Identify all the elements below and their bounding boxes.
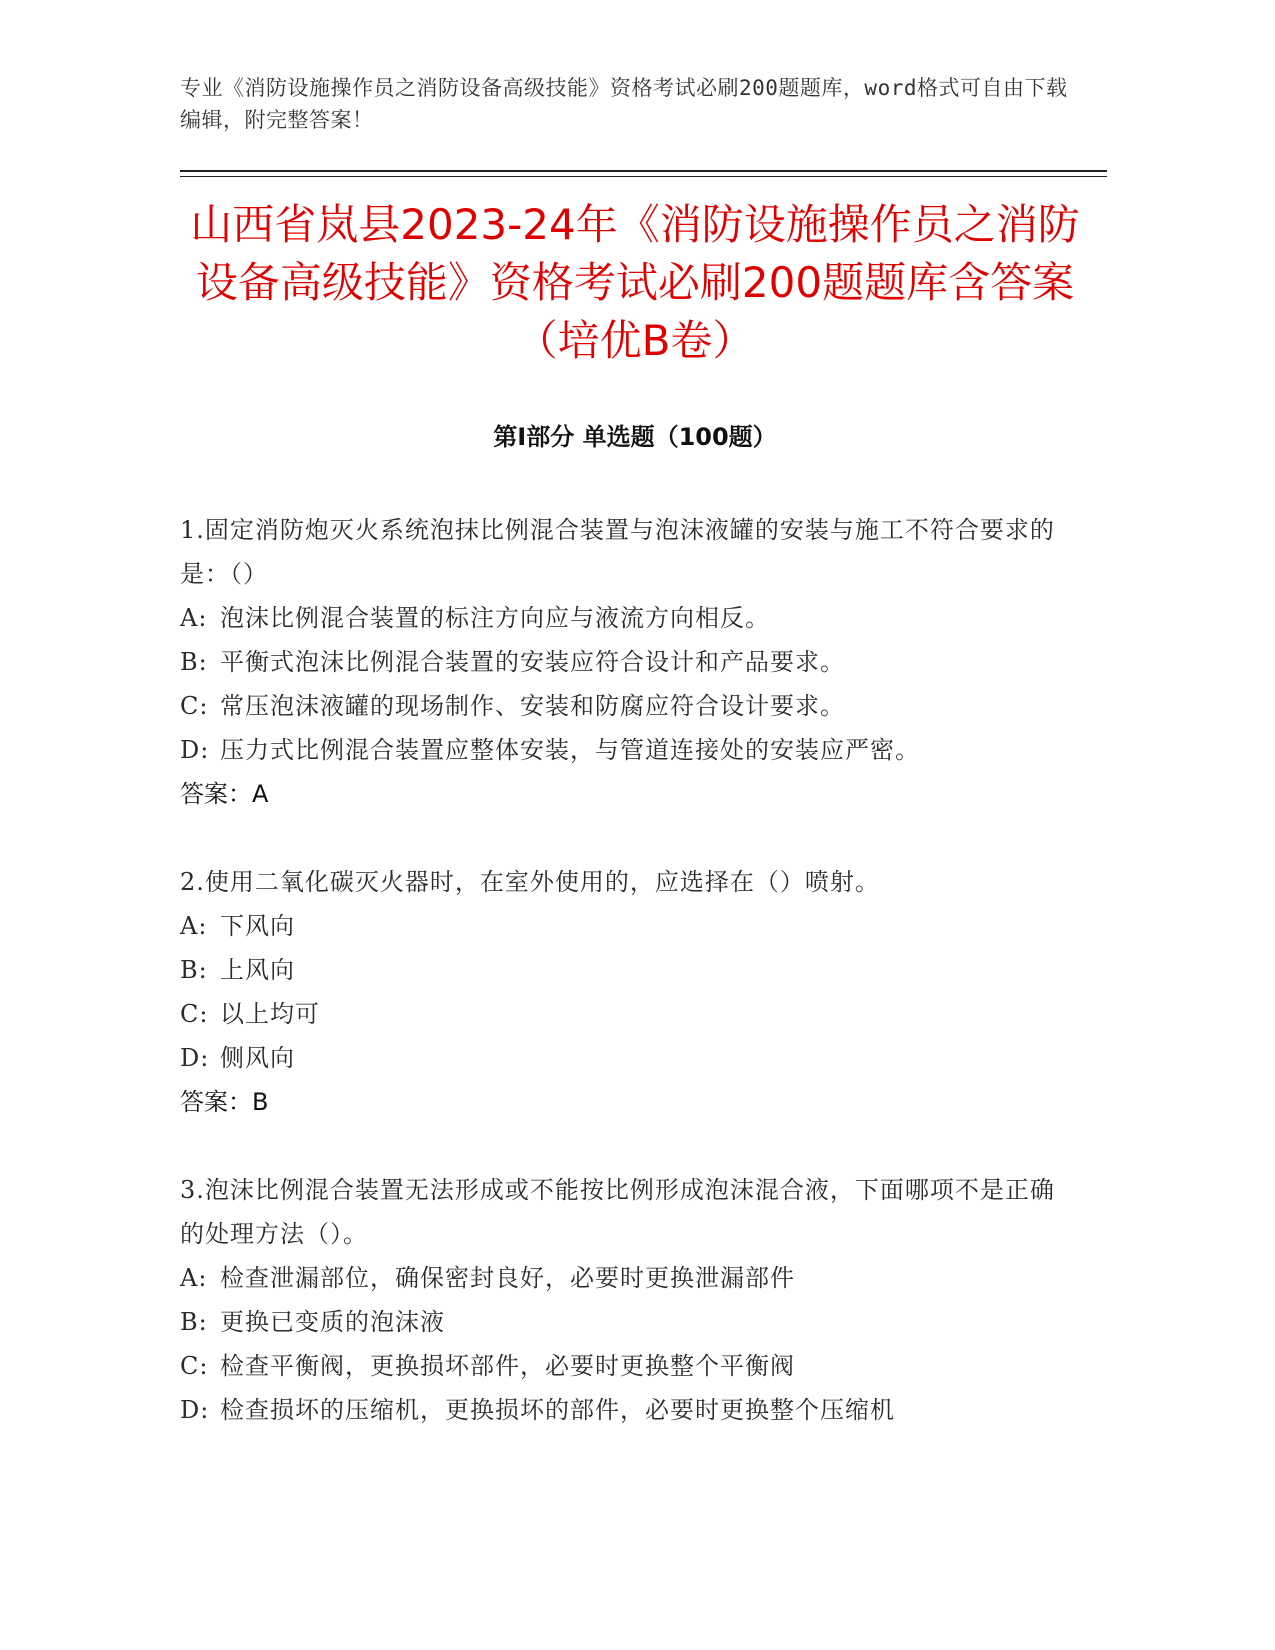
question-stem: 1.固定消防炮灭火系统泡抹比例混合装置与泡沫液罐的安装与施工不符合要求的是：（）: [180, 516, 1055, 588]
option-text: 下风向: [220, 912, 295, 940]
option-text: 检查平衡阀，更换损坏部件，必要时更换整个平衡阀: [220, 1352, 795, 1380]
option-letter: A:: [180, 1264, 208, 1292]
option-c: [180, 1344, 1060, 1388]
question-3: [180, 1168, 1060, 1432]
option-a: [180, 596, 1060, 640]
option-letter: C:: [180, 1352, 209, 1380]
option-text: 压力式比例混合装置应整体安装，与管道连接处的安装应严密。: [220, 736, 920, 764]
document-title: 山西省岚县2023-24年《消防设施操作员之消防设备高级技能》资格考试必刷200题题库含答案（培优B卷）: [190, 200, 1080, 365]
option-letter: C:: [180, 1000, 209, 1028]
option-text: 侧风向: [220, 1044, 295, 1072]
question-stem: 3.泡沫比例混合装置无法形成或不能按比例形成泡沫混合液，下面哪项不是正确的处理方法（）。: [180, 1176, 1055, 1248]
question-answer: 答案：B: [180, 1088, 269, 1116]
option-b: [180, 948, 1060, 992]
option-letter: A:: [180, 604, 208, 632]
option-letter: B:: [180, 1308, 208, 1336]
option-letter: B:: [180, 648, 208, 676]
option-b: [180, 1300, 1060, 1344]
option-a: [180, 904, 1060, 948]
header-note: 专业《消防设施操作员之消防设备高级技能》资格考试必刷200题题库，word格式可自由下载编辑，附完整答案！: [180, 76, 1068, 132]
question-stem: 2.使用二氧化碳灭火器时，在室外使用的，应选择在（）喷射。: [180, 868, 880, 896]
option-d: [180, 728, 1060, 772]
option-d: [180, 1388, 1060, 1432]
option-a: [180, 1256, 1060, 1300]
question-answer: 答案：A: [180, 780, 269, 808]
option-b: [180, 640, 1060, 684]
option-text: 检查泄漏部位，确保密封良好，必要时更换泄漏部件: [220, 1264, 795, 1292]
option-text: 更换已变质的泡沫液: [220, 1308, 445, 1336]
option-text: 上风向: [220, 956, 295, 984]
option-letter: D:: [180, 1396, 210, 1424]
option-letter: C:: [180, 692, 209, 720]
option-text: 检查损坏的压缩机，更换损坏的部件，必要时更换整个压缩机: [220, 1396, 895, 1424]
question-1: [180, 508, 1060, 816]
option-c: [180, 684, 1060, 728]
option-letter: B:: [180, 956, 208, 984]
header-rule-thin: [180, 176, 1107, 177]
section-title: 第I部分 单选题（100题）: [493, 423, 777, 451]
question-list: [180, 508, 1060, 1476]
option-text: 以上均可: [220, 1000, 320, 1028]
question-2: [180, 860, 1060, 1124]
option-text: 平衡式泡沫比例混合装置的安装应符合设计和产品要求。: [220, 648, 845, 676]
option-text: 泡沫比例混合装置的标注方向应与液流方向相反。: [220, 604, 770, 632]
option-c: [180, 992, 1060, 1036]
header-rule-thick: [180, 170, 1107, 172]
option-letter: D:: [180, 736, 210, 764]
option-letter: D:: [180, 1044, 210, 1072]
option-d: [180, 1036, 1060, 1080]
option-letter: A:: [180, 912, 208, 940]
option-text: 常压泡沫液罐的现场制作、安装和防腐应符合设计要求。: [220, 692, 845, 720]
